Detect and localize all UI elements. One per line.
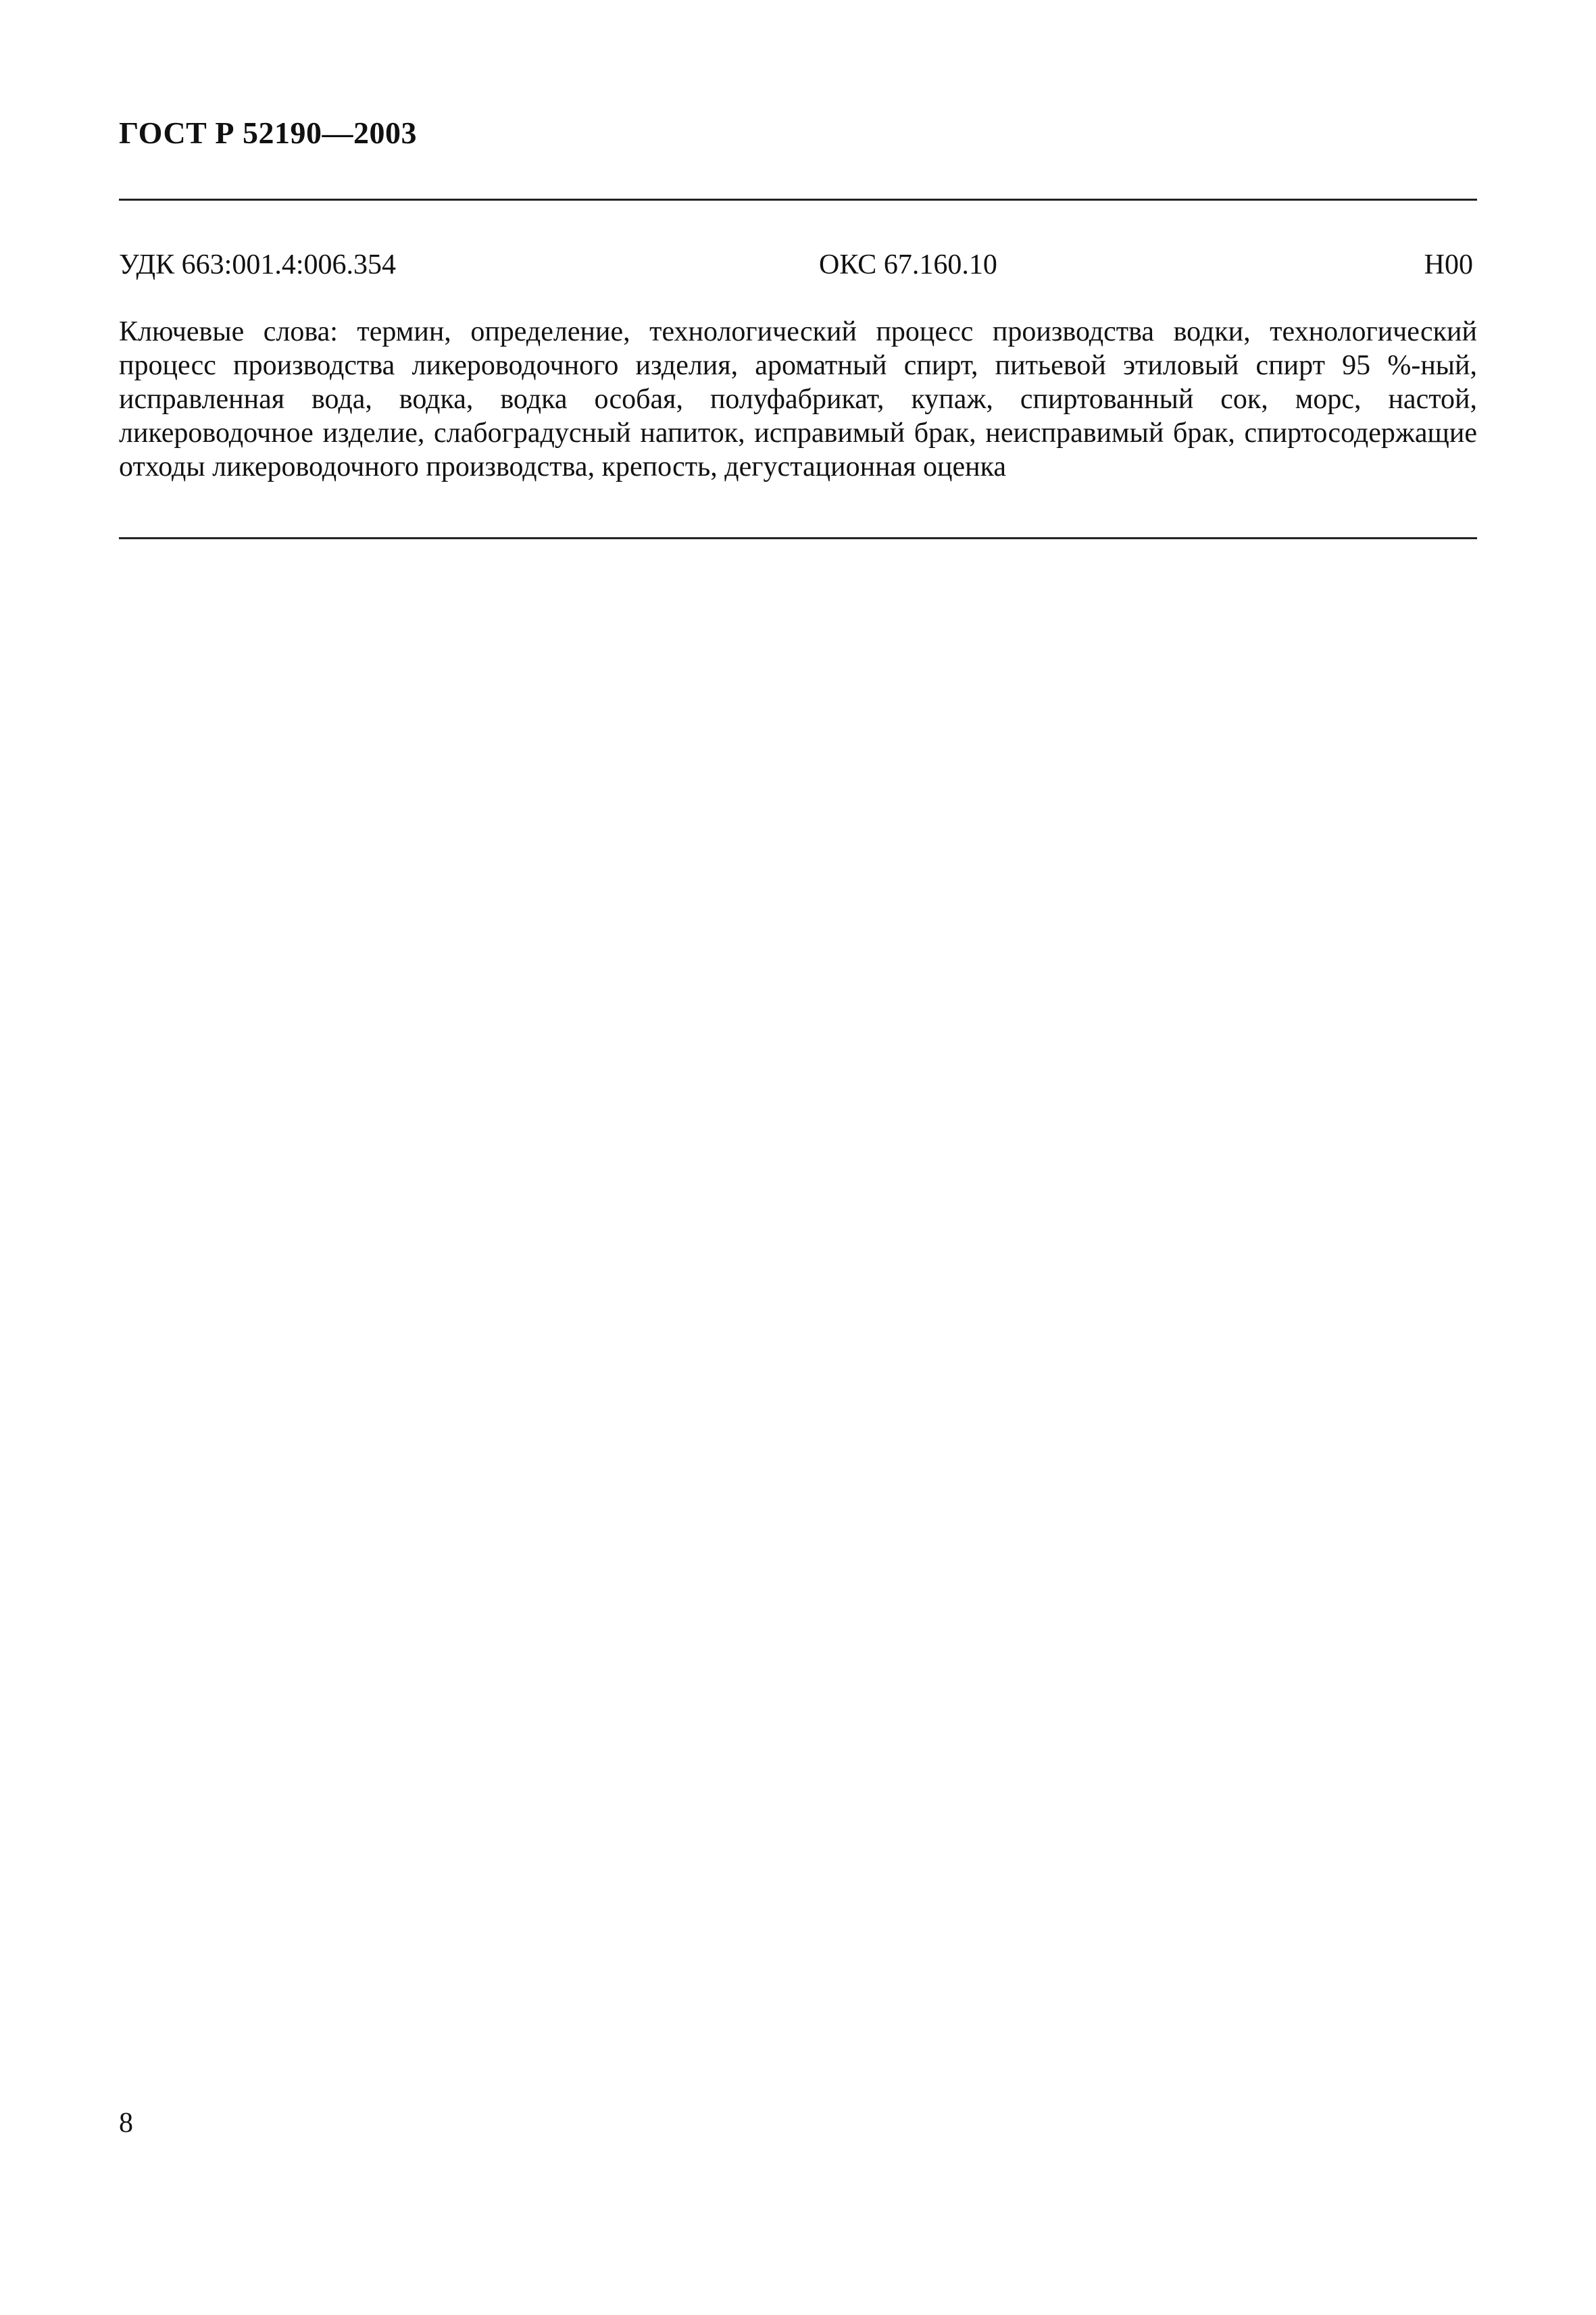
oks-code: ОКС 67.160.10 — [819, 249, 997, 280]
bottom-divider — [119, 537, 1477, 539]
classification-row — [119, 249, 1477, 289]
page-number: 8 — [119, 2108, 133, 2139]
standard-designation: ГОСТ Р 52190—2003 — [119, 116, 417, 150]
keywords-paragraph: Ключевые слова: термин, определение, технологический процесс производства водки, технологический процесс производства ликероводочного изделия, ароматный спирт, питьевой этиловый спирт 95 %-ный, исправленная вода, водка, водка особая, полуфабрикат, купаж, спиртованный сок, морс, настой, ликероводочное изделие, слабоградусный напиток, исправимый брак, неисправимый брак, спиртосодержащие отходы ликероводочного производства, крепость, дегустационная оценка — [119, 316, 1477, 482]
udk-code: УДК 663:001.4:006.354 — [119, 249, 396, 280]
top-divider — [119, 199, 1477, 201]
group-code: Н00 — [1424, 249, 1473, 280]
